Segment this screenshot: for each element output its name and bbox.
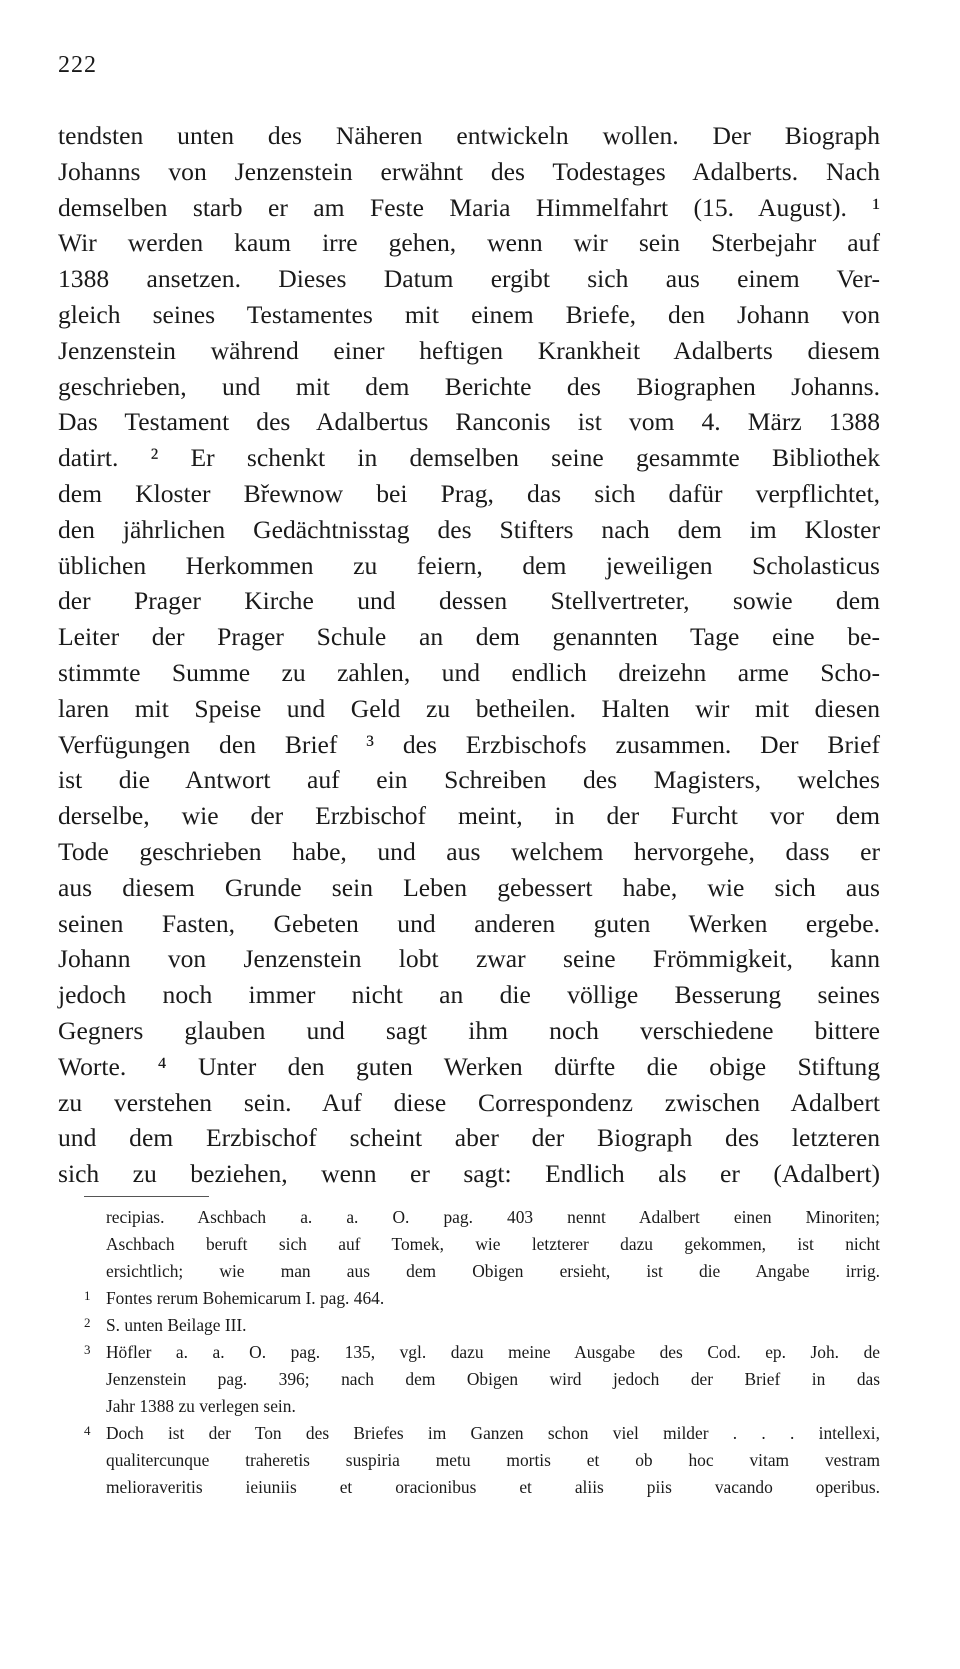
- body-line: laren mit Speise und Geld zu betheilen. Halten wir mit diesen: [58, 693, 880, 723]
- body-text: [58, 118, 880, 1192]
- footnote-line: Jahr 1388 zu verlegen sein.: [106, 1396, 296, 1416]
- footnote-line: Aschbach beruft sich auf Tomek, wie letzterer dazu gekommen, ist nicht: [106, 1234, 880, 1254]
- footnote-line: Jenzenstein pag. 396; nach dem Obigen wird jedoch der Brief in das: [106, 1369, 880, 1389]
- body-line: Worte. ⁴ Unter den guten Werken dürfte die obige Stiftung: [58, 1051, 880, 1081]
- body-line: Tode geschrieben habe, und aus welchem hervorgehe, dass er: [58, 836, 880, 866]
- body-line: seinen Fasten, Gebeten und anderen guten Werken ergebe.: [58, 908, 880, 938]
- body-line: üblichen Herkommen zu feiern, dem jeweiligen Scholasticus: [58, 550, 880, 580]
- body-line: stimmte Summe zu zahlen, und endlich dreizehn arme Scho-: [58, 657, 880, 687]
- footnote-line: ersichtlich; wie man aus dem Obigen ersieht, ist die Angabe irrig.: [106, 1261, 880, 1281]
- footnote-continuation: [84, 1204, 880, 1285]
- body-line: den jährlichen Gedächtnisstag des Stifters nach dem im Kloster: [58, 514, 880, 544]
- footnote-3: [84, 1339, 880, 1420]
- body-line: Das Testament des Adalbertus Ranconis ist vom 4. März 1388: [58, 407, 880, 437]
- body-line: Verfügungen den Brief ³ des Erzbischofs zusammen. Der Brief: [58, 729, 880, 759]
- footnote-line: recipias. Aschbach a. a. O. pag. 403 nennt Adalbert einen Minoriten;: [106, 1207, 880, 1227]
- footnote-marker: [84, 1201, 106, 1228]
- body-line: und dem Erzbischof scheint aber der Biograph des letzteren: [58, 1123, 880, 1153]
- body-line: sich zu beziehen, wenn er sagt: Endlich als er (Adalbert): [58, 1159, 880, 1189]
- body-line: aus diesem Grunde sein Leben gebessert habe, wie sich aus: [58, 872, 880, 902]
- body-line: Gegners glauben und sagt ihm noch verschiedene bittere: [58, 1015, 880, 1045]
- footnote-line: S. unten Beilage III.: [106, 1315, 247, 1335]
- body-line: datirt. ² Er schenkt in demselben seine gesammte Bibliothek: [58, 443, 880, 473]
- body-line: jedoch noch immer nicht an die völlige Besserung seines: [58, 980, 880, 1010]
- body-line: ist die Antwort auf ein Schreiben des Magisters, welches: [58, 765, 880, 795]
- footnote-line: qualitercunque traheretis suspiria metu mortis et ob hoc vitam vestram: [106, 1450, 880, 1470]
- body-line: derselbe, wie der Erzbischof meint, in der Furcht vor dem: [58, 801, 880, 831]
- body-line: Wir werden kaum irre gehen, wenn wir sein Sterbejahr auf: [58, 228, 880, 258]
- footnote-marker: 3: [84, 1342, 91, 1357]
- body-line: gleich seines Testamentes mit einem Briefe, den Johann von: [58, 299, 880, 329]
- body-line: demselben starb er am Feste Maria Himmelfahrt (15. August). ¹: [58, 192, 880, 222]
- body-line: der Prager Kirche und dessen Stellvertreter, sowie dem: [58, 586, 880, 616]
- footnote-marker: 1: [84, 1288, 91, 1303]
- footnotes: [84, 1204, 880, 1501]
- body-line: Johann von Jenzenstein lobt zwar seine Frömmigkeit, kann: [58, 944, 880, 974]
- body-line: geschrieben, und mit dem Berichte des Biographen Johanns.: [58, 371, 880, 401]
- footnote-divider: [84, 1196, 209, 1197]
- footnote-1: [84, 1285, 880, 1312]
- page-number: 222: [58, 52, 97, 78]
- footnote-marker: 4: [84, 1423, 91, 1438]
- footnote-2: [84, 1312, 880, 1339]
- footnote-line: Fontes rerum Bohemicarum I. pag. 464.: [106, 1288, 385, 1308]
- footnote-line: Doch ist der Ton des Briefes im Ganzen schon viel milder . . . intellexi,: [106, 1423, 880, 1443]
- footnote-4: [84, 1420, 880, 1501]
- body-line: 1388 ansetzen. Dieses Datum ergibt sich aus einem Ver-: [58, 264, 880, 294]
- body-line: tendsten unten des Näheren entwickeln wollen. Der Biograph: [58, 121, 880, 150]
- footnote-marker: 2: [84, 1315, 91, 1330]
- footnote-line: melioraveritis ieiuniis et oracionibus et aliis piis vacando operibus.: [106, 1477, 880, 1497]
- body-line: Jenzenstein während einer heftigen Krankheit Adalberts diesem: [58, 335, 880, 365]
- body-line: zu verstehen sein. Auf diese Correspondenz zwischen Adalbert: [58, 1087, 880, 1117]
- body-line: dem Kloster Břewnow bei Prag, das sich dafür verpflichtet,: [58, 478, 880, 508]
- footnote-line: Höfler a. a. O. pag. 135, vgl. dazu meine Ausgabe des Cod. ep. Joh. de: [106, 1342, 880, 1362]
- body-line: Leiter der Prager Schule an dem genannten Tage eine be-: [58, 622, 880, 652]
- body-line: Johanns von Jenzenstein erwähnt des Todestages Adalberts. Nach: [58, 156, 880, 186]
